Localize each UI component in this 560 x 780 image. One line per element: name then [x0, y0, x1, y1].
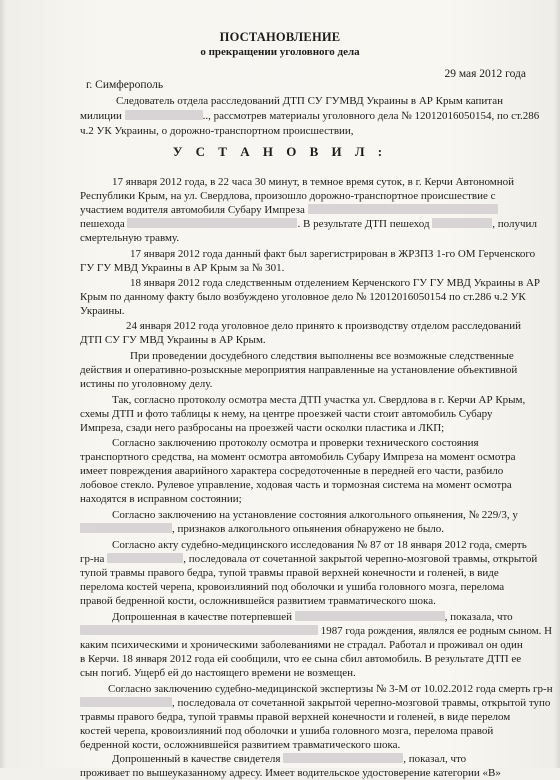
- text-fragment: 1987 года рождения, являлся ее родным сыном. Н: [320, 625, 552, 637]
- text-line: лобовое стекло. Рулевое управление, ходовая часть и тормозная система на момент осмотра: [80, 479, 512, 491]
- text-fragment: .., рассмотрев материалы уголовного дела № 12012016050154, по ст.286: [202, 110, 540, 122]
- text-line: [80, 204, 498, 217]
- redacted-name: [80, 625, 318, 635]
- text-line: действия и оперативно-розыскные мероприятия направленные на установление объективной: [80, 364, 518, 376]
- text-line: [80, 553, 537, 566]
- text-fragment: , последовала от сочетанной закрытой черепно-мозговой травмы, открытой тупо: [172, 697, 551, 709]
- text-line: 24 января 2012 года уголовное дело принято к производству отделом расследований: [126, 320, 522, 332]
- text-line: 17 января 2012 года, в 22 часа 30 минут, в темное время суток, в г. Керчи Автономной: [112, 176, 514, 188]
- text-line: [80, 110, 539, 123]
- text-line: имеет повреждения аварийного характера сосредоточенные в передней его части, разбило: [80, 465, 504, 477]
- text-fragment: Допрошенный в качестве свидетеля: [112, 753, 281, 765]
- text-fragment: участием водителя автомобиля Субару Импреза: [80, 204, 305, 216]
- redacted-name: [127, 218, 297, 228]
- text-line: истины по уголовному делу.: [80, 378, 213, 390]
- right-edge-shadow: [554, 0, 560, 768]
- redacted-name: [80, 697, 172, 707]
- document-subtitle: о прекращении уголовного дела: [200, 46, 360, 58]
- redacted-name: [295, 611, 445, 621]
- text-line: Крым по данному факту было возбуждено уголовное дело № 12012016050154 по ст.286 ч.2 УК: [80, 291, 526, 303]
- text-fragment: , показала, что: [444, 611, 513, 623]
- text-line: Согласно заключению судебно-медицинской экспертизы № 3-М от 10.02.2012 года смерть гр-н: [108, 683, 553, 695]
- text-fragment: , последовала от сочетанной закрытой черепно-мозговой травмы, открытой: [183, 553, 538, 565]
- text-line: схемы ДТП и фото таблицы к нему, на центре проезжей части стоит автомобиль Субару: [80, 408, 493, 420]
- text-fragment: , показал, что: [403, 753, 467, 765]
- text-line: ГУ ГУ МВД Украины в АР Крым за № 301.: [80, 262, 285, 274]
- text-line: проживает по вышеуказанному адресу. Имеет водительское удостоверение категории «В»: [80, 767, 501, 779]
- text-fragment: пешехода: [80, 218, 125, 230]
- redacted-name: [107, 553, 183, 563]
- text-line: [80, 523, 444, 536]
- text-line: костей черепа, кровоизлияний под оболочки и ушиба головного мозга, перелома правой: [80, 725, 494, 737]
- text-fragment: гр-на: [80, 553, 105, 565]
- redacted-name: [125, 110, 203, 120]
- text-line: находятся в исправном состоянии;: [80, 493, 242, 505]
- text-line: Импреза, сзади него разбросаны на проезжей части осколки пластика и ЛКП;: [80, 422, 445, 434]
- text-line: [80, 625, 552, 638]
- text-fragment: , признаков алкогольного опьянения обнаружено не было.: [172, 523, 444, 535]
- document-city: г. Симферополь: [86, 79, 164, 91]
- text-fragment: . В результате ДТП пешеход: [297, 218, 430, 230]
- text-line: Так, согласно протоколу осмотра места ДТП участка ул. Свердлова в г. Керчи АР Крым,: [112, 394, 526, 406]
- text-line: [112, 753, 466, 766]
- text-fragment: милиции: [80, 110, 122, 122]
- section-heading: У С Т А Н О В И Л :: [172, 144, 388, 159]
- redacted-name: [80, 523, 172, 533]
- document-date: 29 мая 2012 года: [444, 68, 526, 80]
- text-line: в Керчи. 18 января 2012 года ей сообщили, что ее сына сбил автомобиль. В результате ДТП ее: [80, 653, 522, 665]
- text-line: смертельную травму.: [80, 232, 180, 244]
- document-title: ПОСТАНОВЛЕНИЕ: [219, 30, 341, 44]
- text-fragment: Допрошенная в качестве потерпевшей: [112, 611, 293, 623]
- text-line: Согласно заключению на установление состояния алкогольного опьянения, № 229/3, у: [112, 509, 518, 521]
- text-line: сын погиб. Ущерб ей до настоящего времени не возмещен.: [80, 667, 356, 679]
- text-line: При проведении досудебного следствия выполнены все возможные следственные: [130, 350, 514, 362]
- text-line: Следователь отдела расследований ДТП СУ ГУМВД Украины в АР Крым капитан: [116, 95, 503, 107]
- text-fragment: , получил: [492, 218, 537, 230]
- redacted-name: [283, 753, 403, 763]
- left-edge-shadow: [0, 0, 6, 768]
- text-line: Республики Крым, на ул. Свердлова, произошло дорожно-транспортное происшествие с: [80, 190, 496, 202]
- text-line: 18 января 2012 года следственным отделением Керченского ГУ ГУ МВД Украины в АР: [130, 277, 541, 289]
- text-line: тупой травмы правого бедра, тупой травмы правой верхней конечности и голеней, в виде: [80, 567, 499, 579]
- text-line: ДТП СУ ГУ МВД Украины в АР Крым.: [80, 334, 266, 346]
- text-line: Согласно заключению протоколу осмотра и проверки технического состояния: [112, 437, 479, 449]
- redacted-name: [308, 204, 498, 214]
- text-line: [112, 611, 513, 624]
- text-line: травмы правого бедра, тупой травмы правой верхней конечности и голеней, в виде перелом: [80, 711, 511, 723]
- text-line: Согласно акту судебно-медицинского исследования № 87 от 18 января 2012 года, смерть: [112, 539, 527, 551]
- text-line: транспортного средства, на момент осмотра автомобиль Субару Импреза на момент осмотра: [80, 451, 516, 463]
- redacted-name: [432, 218, 492, 228]
- text-line: каким психическими и хроническими заболеваниями не страдал. Работал и проживал он один: [80, 639, 523, 651]
- text-line: [80, 697, 550, 710]
- text-line: 17 января 2012 года данный факт был зарегистрирован в ЖРЗПЗ 1-го ОМ Герченского: [130, 248, 536, 260]
- text-line: Украины.: [80, 305, 125, 317]
- text-line: ч.2 УК Украины, о дорожно-транспортном происшествии,: [80, 125, 354, 137]
- text-line: бедренной кости, осложнившейся развитием травматического шока.: [80, 739, 401, 751]
- text-line: перелома костей черепа, кровоизлияний под оболочки и ушиба головного мозга, перелома: [80, 581, 505, 593]
- text-line: [80, 218, 537, 231]
- text-line: правой бедренной кости, осложнившейся развитием травматического шока.: [80, 595, 436, 607]
